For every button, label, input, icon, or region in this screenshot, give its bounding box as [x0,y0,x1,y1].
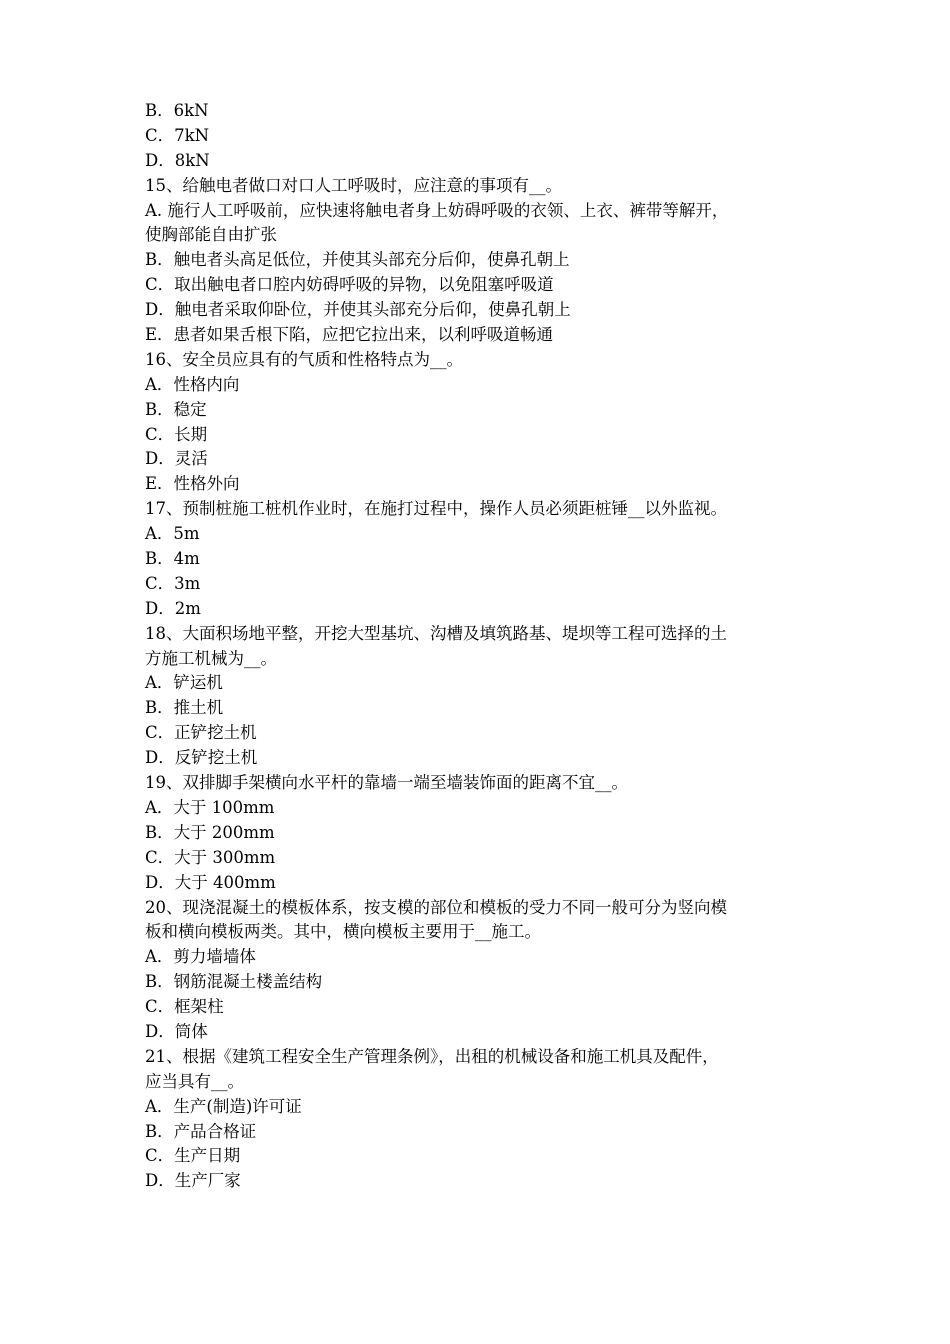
text-line: 使胸部能自由扩张 [145,225,277,245]
question-20: 20、现浇混凝土的模板体系，按支模的部位和模板的受力不同一般可分为竖向模 [145,897,727,917]
text-line: D．8kN [145,150,210,170]
text-line: D．生产厂家 [145,1171,241,1191]
text-line: 方施工机械为__。 [145,648,277,668]
question-16: 16、安全员应具有的气质和性格特点为__。 [145,349,463,369]
text-line: 应当具有__。 [145,1071,244,1091]
question-15: 15、给触电者做口对口人工呼吸时，应注意的事项有__。 [145,175,562,195]
text-line: B．大于 200mm [145,822,275,842]
text-line: A．生产(制造)许可证 [145,1096,302,1116]
text-line: C．7kN [145,125,210,145]
text-line: B．触电者头高足低位，并使其头部充分后仰，使鼻孔朝上 [145,250,570,270]
text-line: D．2m [145,598,201,618]
text-line: A．剪力墙墙体 [145,947,256,967]
text-line: D．反铲挖土机 [145,748,258,768]
text-line: A．5m [145,524,200,544]
text-line: E．患者如果舌根下陷，应把它拉出来，以利呼吸道畅通 [145,325,554,345]
text-line: D．灵活 [145,449,208,469]
text-line: D．触电者采取仰卧位，并使其头部充分后仰，使鼻孔朝上 [145,300,571,320]
document-body [145,99,825,1194]
text-line: A．性格内向 [145,374,240,394]
text-line: B．产品合格证 [145,1121,257,1141]
text-line: C．正铲挖土机 [145,723,257,743]
text-line: C．3m [145,573,201,593]
text-line: A．铲运机 [145,673,223,693]
question-19: 19、双排脚手架横向水平杆的靠墙一端至墙装饰面的距离不宜__。 [145,773,628,793]
question-21: 21、根据《建筑工程安全生产管理条例》，出租的机械设备和施工机具及配件， [145,1046,719,1066]
text-line: A．大于 100mm [145,797,275,817]
text-line: C．取出触电者口腔内妨碍呼吸的异物，以免阻塞呼吸道 [145,275,554,295]
text-line: B．推土机 [145,698,224,718]
text-line: B．稳定 [145,399,207,419]
text-line: A. 施行人工呼吸前，应快速将触电者身上妨碍呼吸的衣领、上衣、裤带等解开， [145,200,729,220]
text-line: D．大于 400mm [145,872,276,892]
text-line: B．6kN [145,101,209,120]
text-line: D．筒体 [145,1021,208,1041]
text-line: C．生产日期 [145,1146,241,1166]
text-line: C．大于 300mm [145,847,276,867]
text-line: C．长期 [145,424,208,444]
question-17: 17、预制桩施工桩机作业时，在施打过程中，操作人员必须距桩锤__以外监视。 [145,499,727,519]
text-line: 板和横向模板两类。其中，横向模板主要用于__施工。 [145,922,541,942]
text-line: C．框架柱 [145,997,224,1017]
text-line: B．钢筋混凝土楼盖结构 [145,972,323,992]
question-18: 18、大面积场地平整，开挖大型基坑、沟槽及填筑路基、堤坝等工程可选择的土 [145,623,727,643]
text-line: E．性格外向 [145,474,240,494]
text-line: B．4m [145,549,200,569]
